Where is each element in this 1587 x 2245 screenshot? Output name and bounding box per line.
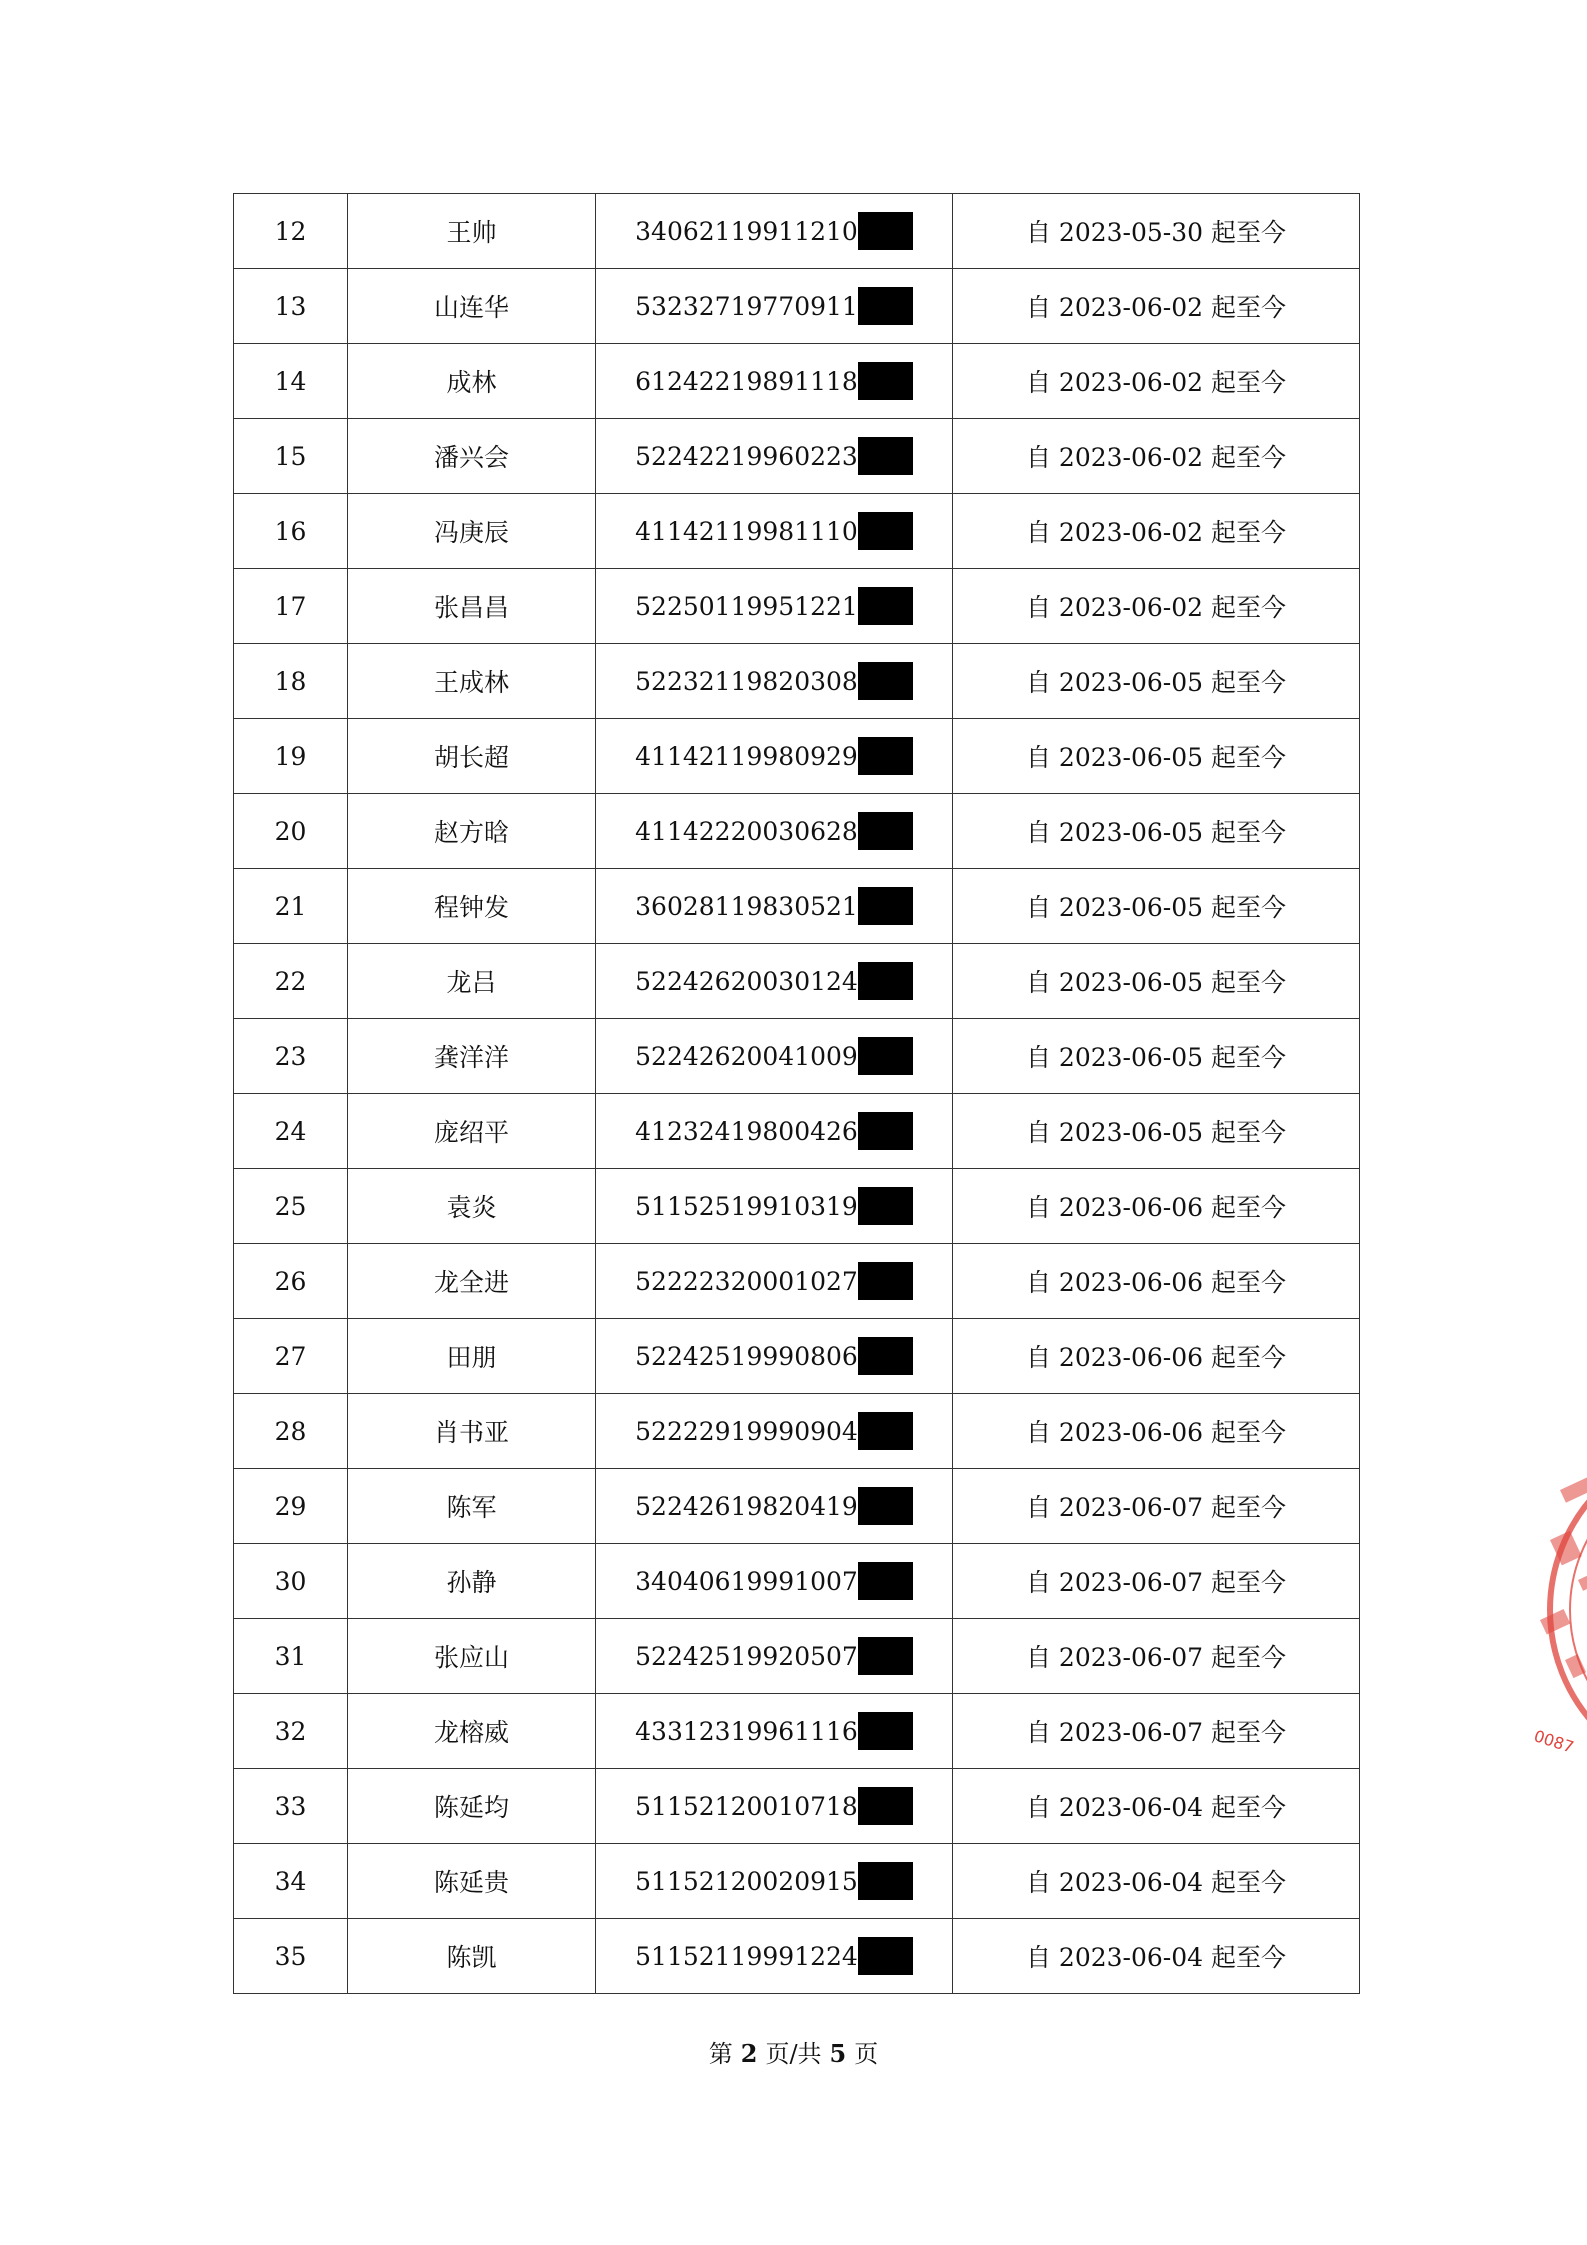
row-number: 18 [234,644,348,719]
roster-table [233,193,1360,1994]
redaction-block [858,1037,913,1075]
redaction-block [858,1562,913,1600]
row-number: 30 [234,1544,348,1619]
id-number-cell [596,1319,953,1394]
id-number-visible: 52232119820308 [635,666,858,696]
employment-period: 自 2023-06-02 起至今 [953,419,1360,494]
row-number: 25 [234,1169,348,1244]
employment-period: 自 2023-06-05 起至今 [953,1094,1360,1169]
person-name: 成林 [348,344,596,419]
row-number: 20 [234,794,348,869]
employment-period: 自 2023-06-06 起至今 [953,1169,1360,1244]
id-number-visible: 52222919990904 [635,1416,858,1446]
person-name: 庞绍平 [348,1094,596,1169]
table-row [234,494,1360,569]
person-name: 程钟发 [348,869,596,944]
footer-middle: 页/共 [765,2040,822,2068]
row-number: 24 [234,1094,348,1169]
id-number-visible: 36028119830521 [635,891,858,921]
id-number-visible: 51152519910319 [635,1191,858,1221]
id-number-cell [596,1469,953,1544]
employment-period: 自 2023-06-05 起至今 [953,719,1360,794]
redaction-block [858,962,913,1000]
table-row [234,794,1360,869]
table-row [234,1469,1360,1544]
id-number-visible: 52222320001027 [635,1266,858,1296]
page-footer [0,2034,1587,2069]
employment-period: 自 2023-06-05 起至今 [953,794,1360,869]
id-number-cell [596,1769,953,1844]
employment-period: 自 2023-06-02 起至今 [953,269,1360,344]
row-number: 26 [234,1244,348,1319]
official-seal-stamp [1520,1430,1587,1790]
id-number-cell [596,1919,953,1994]
row-number: 29 [234,1469,348,1544]
id-number-cell [596,1019,953,1094]
redaction-block [858,737,913,775]
row-number: 23 [234,1019,348,1094]
employment-period: 自 2023-06-02 起至今 [953,344,1360,419]
footer-current-page: 2 [740,2039,758,2068]
footer-prefix: 第 [708,2040,733,2068]
employment-period: 自 2023-06-02 起至今 [953,494,1360,569]
employment-period: 自 2023-06-07 起至今 [953,1694,1360,1769]
person-name: 胡长超 [348,719,596,794]
footer-total-pages: 5 [829,2039,847,2068]
table-row [234,1694,1360,1769]
employment-period: 自 2023-06-05 起至今 [953,644,1360,719]
id-number-visible: 51152119991224 [635,1941,858,1971]
person-name: 张应山 [348,1619,596,1694]
employment-period: 自 2023-05-30 起至今 [953,194,1360,269]
redaction-block [858,512,913,550]
footer-suffix: 页 [854,2040,879,2068]
table-row [234,1394,1360,1469]
id-number-cell [596,1619,953,1694]
row-number: 34 [234,1844,348,1919]
id-number-visible: 34062119911210 [635,216,858,246]
redaction-block [858,1787,913,1825]
id-number-visible: 51152120010718 [635,1791,858,1821]
person-name: 陈凯 [348,1919,596,1994]
row-number: 35 [234,1919,348,1994]
id-number-visible: 51152120020915 [635,1866,858,1896]
person-name: 王成林 [348,644,596,719]
redaction-block [858,1262,913,1300]
table-row [234,869,1360,944]
person-name: 肖书亚 [348,1394,596,1469]
redaction-block [858,287,913,325]
row-number: 21 [234,869,348,944]
id-number-cell [596,944,953,1019]
person-name: 龙榕威 [348,1694,596,1769]
id-number-visible: 43312319961116 [635,1716,858,1746]
id-number-visible: 41232419800426 [635,1116,858,1146]
employment-period: 自 2023-06-05 起至今 [953,1019,1360,1094]
id-number-visible: 52250119951221 [635,591,858,621]
id-number-visible: 52242219960223 [635,441,858,471]
person-name: 陈延均 [348,1769,596,1844]
redaction-block [858,1862,913,1900]
employment-period: 自 2023-06-07 起至今 [953,1469,1360,1544]
redaction-block [858,887,913,925]
id-number-visible: 41142220030628 [635,816,858,846]
id-number-visible: 52242620030124 [635,966,858,996]
employment-period: 自 2023-06-07 起至今 [953,1544,1360,1619]
table-row [234,344,1360,419]
employment-period: 自 2023-06-06 起至今 [953,1319,1360,1394]
row-number: 14 [234,344,348,419]
person-name: 袁炎 [348,1169,596,1244]
person-name: 王帅 [348,194,596,269]
table-row [234,1319,1360,1394]
person-name: 田朋 [348,1319,596,1394]
employment-period: 自 2023-06-04 起至今 [953,1769,1360,1844]
id-number-cell [596,1094,953,1169]
table-row [234,569,1360,644]
person-name: 龚洋洋 [348,1019,596,1094]
table-row [234,194,1360,269]
id-number-cell [596,1544,953,1619]
id-number-visible: 34040619991007 [635,1566,858,1596]
row-number: 22 [234,944,348,1019]
id-number-visible: 52242620041009 [635,1041,858,1071]
id-number-visible: 53232719770911 [635,291,858,321]
employment-period: 自 2023-06-06 起至今 [953,1394,1360,1469]
id-number-visible: 41142119981110 [635,516,858,546]
person-name: 冯庚辰 [348,494,596,569]
redaction-block [858,1412,913,1450]
table-row [234,269,1360,344]
redaction-block [858,1487,913,1525]
employment-period: 自 2023-06-06 起至今 [953,1244,1360,1319]
id-number-cell [596,1394,953,1469]
id-number-visible: 52242519990806 [635,1341,858,1371]
redaction-block [858,1337,913,1375]
id-number-visible: 52242619820419 [635,1491,858,1521]
redaction-block [858,587,913,625]
table-row [234,1619,1360,1694]
employment-period: 自 2023-06-05 起至今 [953,944,1360,1019]
id-number-cell [596,269,953,344]
table-row [234,644,1360,719]
row-number: 15 [234,419,348,494]
table-row [234,1169,1360,1244]
row-number: 17 [234,569,348,644]
id-number-visible: 61242219891118 [635,366,858,396]
row-number: 27 [234,1319,348,1394]
person-name: 龙全进 [348,1244,596,1319]
table-row [234,1919,1360,1994]
id-number-cell [596,794,953,869]
table-row [234,1769,1360,1844]
id-number-cell [596,569,953,644]
table-row [234,1244,1360,1319]
table-row [234,419,1360,494]
id-number-cell [596,644,953,719]
id-number-cell [596,719,953,794]
redaction-block [858,1637,913,1675]
table-row [234,1094,1360,1169]
table-row [234,1844,1360,1919]
person-name: 张昌昌 [348,569,596,644]
redaction-block [858,812,913,850]
table-row [234,944,1360,1019]
employment-period: 自 2023-06-02 起至今 [953,569,1360,644]
table-row [234,719,1360,794]
redaction-block [858,1712,913,1750]
row-number: 12 [234,194,348,269]
redaction-block [858,212,913,250]
person-name: 陈延贵 [348,1844,596,1919]
row-number: 28 [234,1394,348,1469]
row-number: 31 [234,1619,348,1694]
id-number-cell [596,1169,953,1244]
person-name: 陈军 [348,1469,596,1544]
id-number-cell [596,194,953,269]
employment-period: 自 2023-06-07 起至今 [953,1619,1360,1694]
id-number-visible: 52242519920507 [635,1641,858,1671]
row-number: 33 [234,1769,348,1844]
id-number-visible: 41142119980929 [635,741,858,771]
person-name: 赵方晗 [348,794,596,869]
table-row [234,1544,1360,1619]
redaction-block [858,1112,913,1150]
redaction-block [858,437,913,475]
redaction-block [858,1187,913,1225]
stamp-serial-fragment: 0087 [1531,1726,1577,1757]
row-number: 32 [234,1694,348,1769]
table-row [234,1019,1360,1094]
row-number: 19 [234,719,348,794]
id-number-cell [596,1844,953,1919]
person-name: 孙静 [348,1544,596,1619]
employment-period: 自 2023-06-04 起至今 [953,1844,1360,1919]
id-number-cell [596,419,953,494]
person-name: 山连华 [348,269,596,344]
employment-period: 自 2023-06-04 起至今 [953,1919,1360,1994]
row-number: 16 [234,494,348,569]
redaction-block [858,1937,913,1975]
id-number-cell [596,869,953,944]
id-number-cell [596,1244,953,1319]
id-number-cell [596,494,953,569]
person-name: 龙吕 [348,944,596,1019]
redaction-block [858,362,913,400]
id-number-cell [596,344,953,419]
id-number-cell [596,1694,953,1769]
row-number: 13 [234,269,348,344]
employment-period: 自 2023-06-05 起至今 [953,869,1360,944]
roster-body [234,194,1360,1994]
person-name: 潘兴会 [348,419,596,494]
redaction-block [858,662,913,700]
